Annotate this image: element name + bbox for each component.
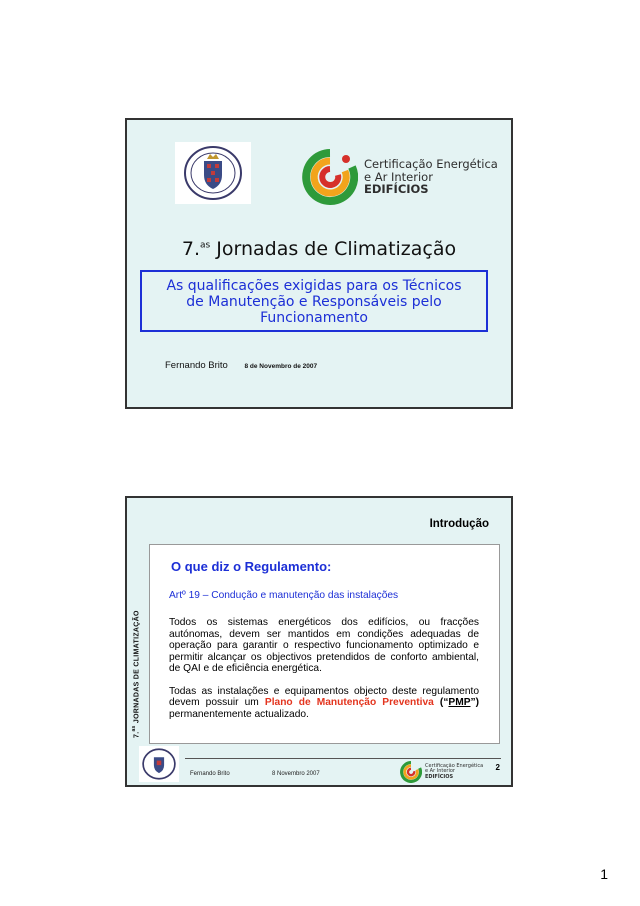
qualifications-line: de Manutenção e Responsáveis pelo	[186, 294, 442, 310]
pmp-close: ”)	[470, 697, 479, 708]
author-name: Fernando Brito	[165, 360, 228, 371]
footer-author: Fernando Brito	[190, 771, 230, 777]
cert-line2: e Ar Interior	[364, 169, 433, 184]
intro-slide	[125, 496, 513, 787]
cert-line3: EDIFÍCIOS	[425, 773, 454, 780]
certification-swirl-icon	[302, 149, 358, 205]
event-title	[127, 238, 511, 260]
author-line	[165, 360, 317, 371]
footer-divider	[185, 758, 501, 759]
side-label-sup: as	[131, 725, 137, 732]
crest-logo	[175, 142, 251, 204]
title-main: Jornadas de Climatização	[216, 238, 457, 260]
title-prefix: 7.	[181, 238, 200, 260]
footer-date: 8 Novembro 2007	[272, 771, 320, 777]
article-line: Artº 19 – Condução e manutenção das instalações	[169, 590, 399, 601]
footer-crest-logo	[139, 746, 179, 782]
paragraph-2	[169, 686, 479, 721]
page-number: 1	[600, 866, 608, 882]
crest-icon	[142, 748, 176, 780]
paragraph-2-start: Todas as instalações e equipamentos objecto deste regulamento devem possuir um	[169, 685, 479, 708]
side-label-main: JORNADAS DE CLIMATIZAÇÃO	[133, 610, 141, 726]
cert-line3: EDIFÍCIOS	[364, 182, 429, 197]
content-panel	[149, 544, 500, 744]
title-slide	[125, 118, 513, 409]
certification-swirl-icon	[400, 761, 422, 783]
footer-certification-logo	[400, 761, 483, 783]
cert-line1: Certificação Energética	[425, 762, 484, 769]
slide-heading: Introdução	[429, 518, 489, 530]
cert-line2: e Ar Interior	[425, 768, 455, 775]
cert-line1: Certificação Energética	[364, 156, 498, 171]
qualifications-box	[140, 270, 488, 332]
title-superscript: as	[200, 240, 211, 251]
panel-heading: O que diz o Regulamento:	[171, 559, 332, 574]
crest-icon	[183, 145, 243, 201]
slide-number: 2	[495, 763, 500, 772]
qualifications-line: Funcionamento	[260, 310, 368, 326]
side-label	[131, 610, 140, 738]
presentation-date: 8 de Novembro de 2007	[244, 363, 318, 370]
pmp-open: (“	[433, 697, 449, 708]
qualifications-line: As qualificações exigidas para os Técnicos	[166, 278, 462, 294]
paragraph-1: Todos os sistemas energéticos dos edifícios, ou fracções autónomas, devem ser mantidos em condições adequadas de operação para garantir o respectivo funcionamento optimizado e permitir alcançar os objectivos pretendidos de conforto ambiental, de QAI e de eficiência energética.	[169, 617, 479, 674]
pmp-acronym: PMP	[448, 697, 471, 708]
side-label-prefix: 7.	[133, 731, 141, 738]
paragraph-2-end: permanentemente actualizado.	[169, 708, 309, 720]
certification-logo	[302, 149, 498, 205]
pmp-highlight: Plano de Manutenção Preventiva	[264, 697, 434, 708]
